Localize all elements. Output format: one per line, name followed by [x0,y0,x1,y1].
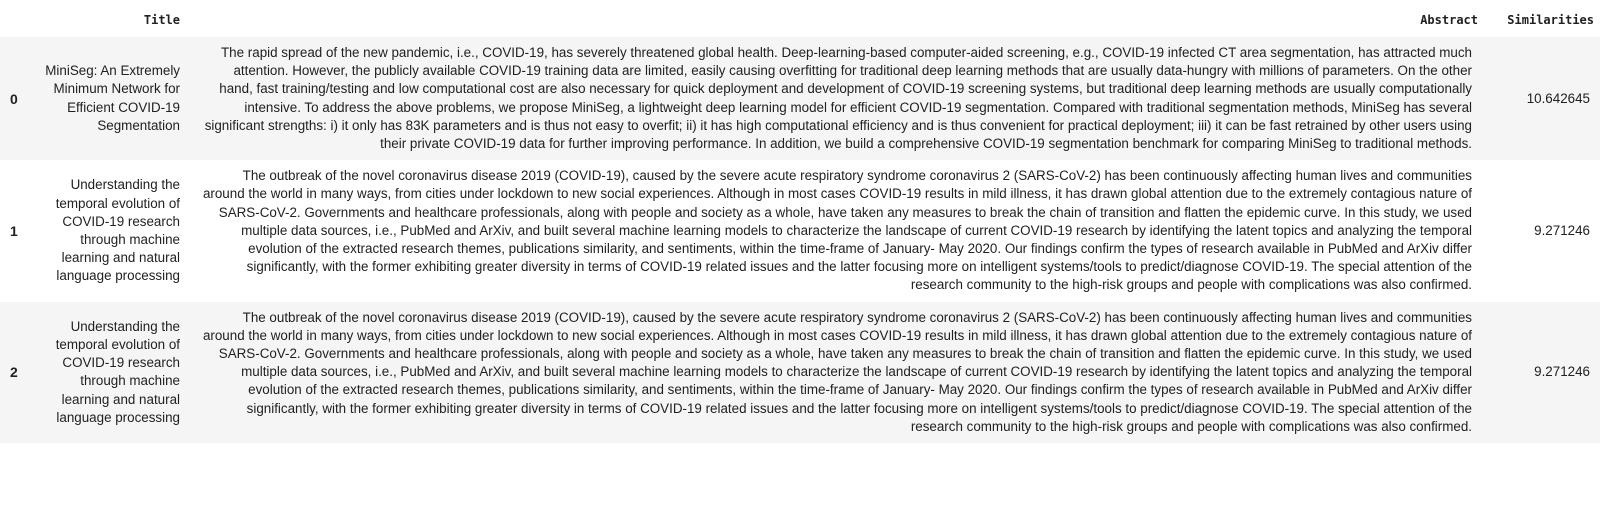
similarity-cell: 10.642645 [1526,90,1590,106]
header-abstract: Abstract [1420,13,1478,27]
abstract-cell: The outbreak of the novel coronavirus disease 2019 (COVID-19), caused by the severe acute respiratory syndrome coronavirus 2 (SARS-CoV-2) has been continuously affecting human lives and communities around the world in many ways, from cities under lockdown to new social experiences. Although in most cases COVID-19 results in mild illness, it has drawn global attention due to the extremely contagious nature of SARS-CoV-2. Governments and healthcare professionals, along with people and society as a whole, have taken any measures to break the chain of transition and flatten the epidemic curve. In this study, we used multiple data sources, i.e., PubMed and ArXiv, and built several machine learning models to characterize the landscape of current COVID-19 research by identifying the latent topics and analyzing the temporal evolution of the extracted research themes, publications similarity, and sentiments, within the time-frame of January- May 2020. Our findings confirm the types of research available in PubMed and ArXiv differ significantly, with the former exhibiting greater diversity in terms of COVID-19 related issues and the latter focusing more on intelligent systems/tools to predict/diagnose COVID-19. The special attention of the research community to the high-risk groups and people with complications was also confirmed. [202,168,1472,293]
dataframe-table [0,8,1600,443]
table-body [0,37,1600,443]
title-cell: MiniSeg: An Extremely Minimum Network for Efficient COVID-19 Segmentation [45,63,180,133]
table-row [0,302,1600,443]
row-index: 1 [10,222,18,239]
table-header [0,8,1600,37]
title-cell: Understanding the temporal evolution of COVID-19 research through machine learning and natural language processing [55,318,180,425]
similarity-cell: 9.271246 [1534,222,1590,238]
header-row [0,8,1600,37]
table-row [0,37,1600,160]
title-cell: Understanding the temporal evolution of COVID-19 research through machine learning and natural language processing [55,177,180,284]
abstract-cell: The outbreak of the novel coronavirus disease 2019 (COVID-19), caused by the severe acute respiratory syndrome coronavirus 2 (SARS-CoV-2) has been continuously affecting human lives and communities around the world in many ways, from cities under lockdown to new social experiences. Although in most cases COVID-19 results in mild illness, it has drawn global attention due to the extremely contagious nature of SARS-CoV-2. Governments and healthcare professionals, along with people and society as a whole, have taken any measures to break the chain of transition and flatten the epidemic curve. In this study, we used multiple data sources, i.e., PubMed and ArXiv, and built several machine learning models to characterize the landscape of current COVID-19 research by identifying the latent topics and analyzing the temporal evolution of the extracted research themes, publications similarity, and sentiments, within the time-frame of January- May 2020. Our findings confirm the types of research available in PubMed and ArXiv differ significantly, with the former exhibiting greater diversity in terms of COVID-19 related issues and the latter focusing more on intelligent systems/tools to predict/diagnose COVID-19. The special attention of the research community to the high-risk groups and people with complications was also confirmed. [202,309,1472,434]
header-index [0,8,30,37]
table-row [0,160,1600,301]
row-index: 2 [10,364,18,381]
row-index: 0 [10,90,18,107]
header-title: Title [143,13,180,27]
similarity-cell: 9.271246 [1534,364,1590,380]
header-similarities: Similarities [1507,13,1594,27]
abstract-cell: The rapid spread of the new pandemic, i.e., COVID-19, has severely threatened global health. Deep-learning-based computer-aided screening, e.g., COVID-19 infected CT area segmentation, has attracted much attention. However, the publicly available COVID-19 training data are limited, easily causing overfitting for traditional deep learning methods that are usually data-hungry with millions of parameters. On the other hand, fast training/testing and low computational cost are also necessary for quick deployment and development of COVID-19 screening systems, but traditional deep learning methods are usually computationally intensive. To address the above problems, we propose MiniSeg, a lightweight deep learning model for efficient COVID-19 segmentation. Compared with traditional segmentation methods, MiniSeg has several significant strengths: i) it only has 83K parameters and is thus not easy to overfit; ii) it has high computational efficiency and is thus convenient for practical deployment; iii) it can be fast retrained by other users using their private COVID-19 data for further improving performance. In addition, we build a comprehensive COVID-19 segmentation benchmark for comparing MiniSeg to traditional methods. [204,45,1472,152]
